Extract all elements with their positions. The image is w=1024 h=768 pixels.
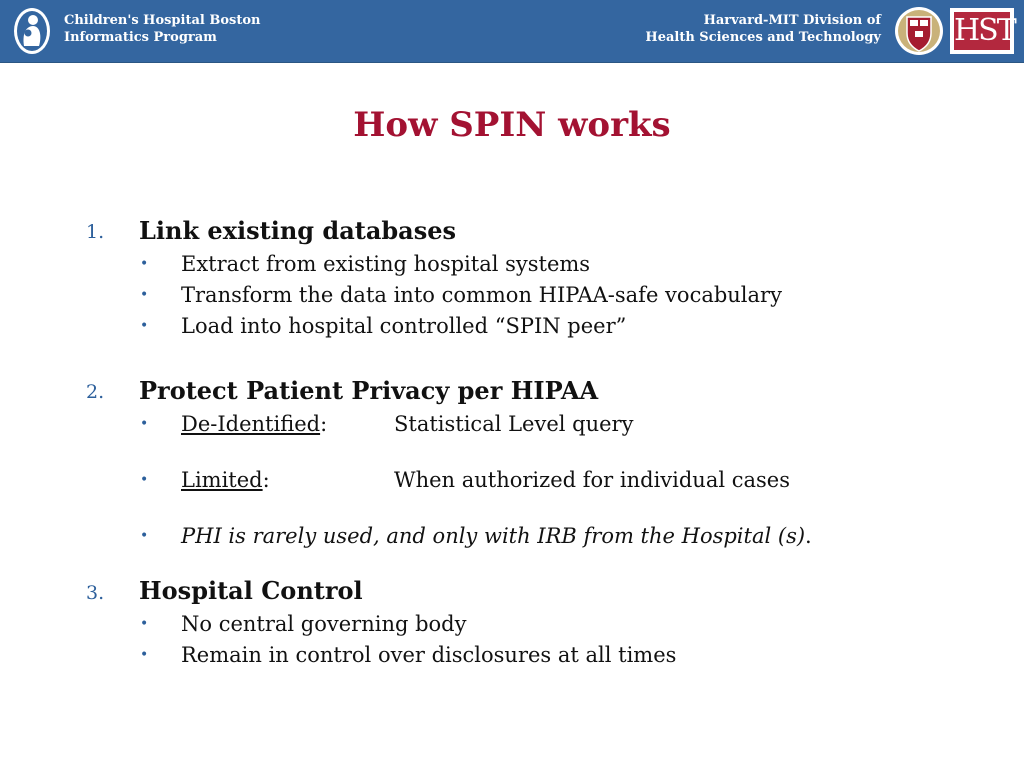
bullet-text: No central governing body <box>181 612 467 636</box>
bullet-value: Statistical Level query <box>394 412 634 436</box>
bullet-value: When authorized for individual cases <box>394 468 791 492</box>
bullet-note-tail: . <box>805 524 812 548</box>
item-number: 3. <box>86 582 105 604</box>
bullet-note-text: PHI is rarely used, and only with IRB from the Hospital (s) <box>181 524 806 548</box>
bullet-text: Extract from existing hospital systems <box>181 252 591 276</box>
bullet-text: Remain in control over disclosures at all times <box>181 643 677 667</box>
bullet-term-sep: : <box>262 468 270 492</box>
org-right-line-2: Health Sciences and Technology <box>645 30 881 45</box>
org-name-right <box>645 12 881 46</box>
org-left-line-1: Children's Hospital Boston <box>64 13 261 28</box>
hst-logo-mark: HST <box>954 13 1015 48</box>
harvard-shield-icon <box>894 5 944 57</box>
bullet-term-row <box>181 409 327 439</box>
bullet-dot: • <box>140 256 149 272</box>
bullet-dot: • <box>140 472 149 488</box>
item-heading: Link existing databases <box>139 216 457 245</box>
bullet-term: De-Identified <box>181 412 321 436</box>
org-right-line-1: Harvard-MIT Division of <box>703 13 881 28</box>
item-number: 2. <box>86 381 105 403</box>
bullet-dot: • <box>140 318 149 334</box>
item-heading: Hospital Control <box>139 576 363 605</box>
bullet-text: Transform the data into common HIPAA-safe vocabulary <box>181 283 782 307</box>
org-name-left <box>64 12 260 46</box>
header-band <box>0 0 1024 62</box>
bullet-dot: • <box>140 528 149 544</box>
org-left-line-2: Informatics Program <box>64 30 217 45</box>
bullet-text: Load into hospital controlled “SPIN peer” <box>181 314 627 338</box>
bullet-dot: • <box>140 287 149 303</box>
bullet-term-row <box>181 465 270 495</box>
bullet-term: Limited <box>181 468 263 492</box>
bullet-dot: • <box>140 616 149 632</box>
bullet-term-sep: : <box>320 412 328 436</box>
bullet-dot: • <box>140 647 149 663</box>
childrens-hospital-logo-icon <box>12 6 52 56</box>
bullet-dot: • <box>140 416 149 432</box>
slide-title: How SPIN works <box>353 105 671 145</box>
bullet-note <box>181 521 812 551</box>
hst-logo <box>950 8 1014 54</box>
item-number: 1. <box>86 221 105 243</box>
item-heading: Protect Patient Privacy per HIPAA <box>139 376 599 405</box>
